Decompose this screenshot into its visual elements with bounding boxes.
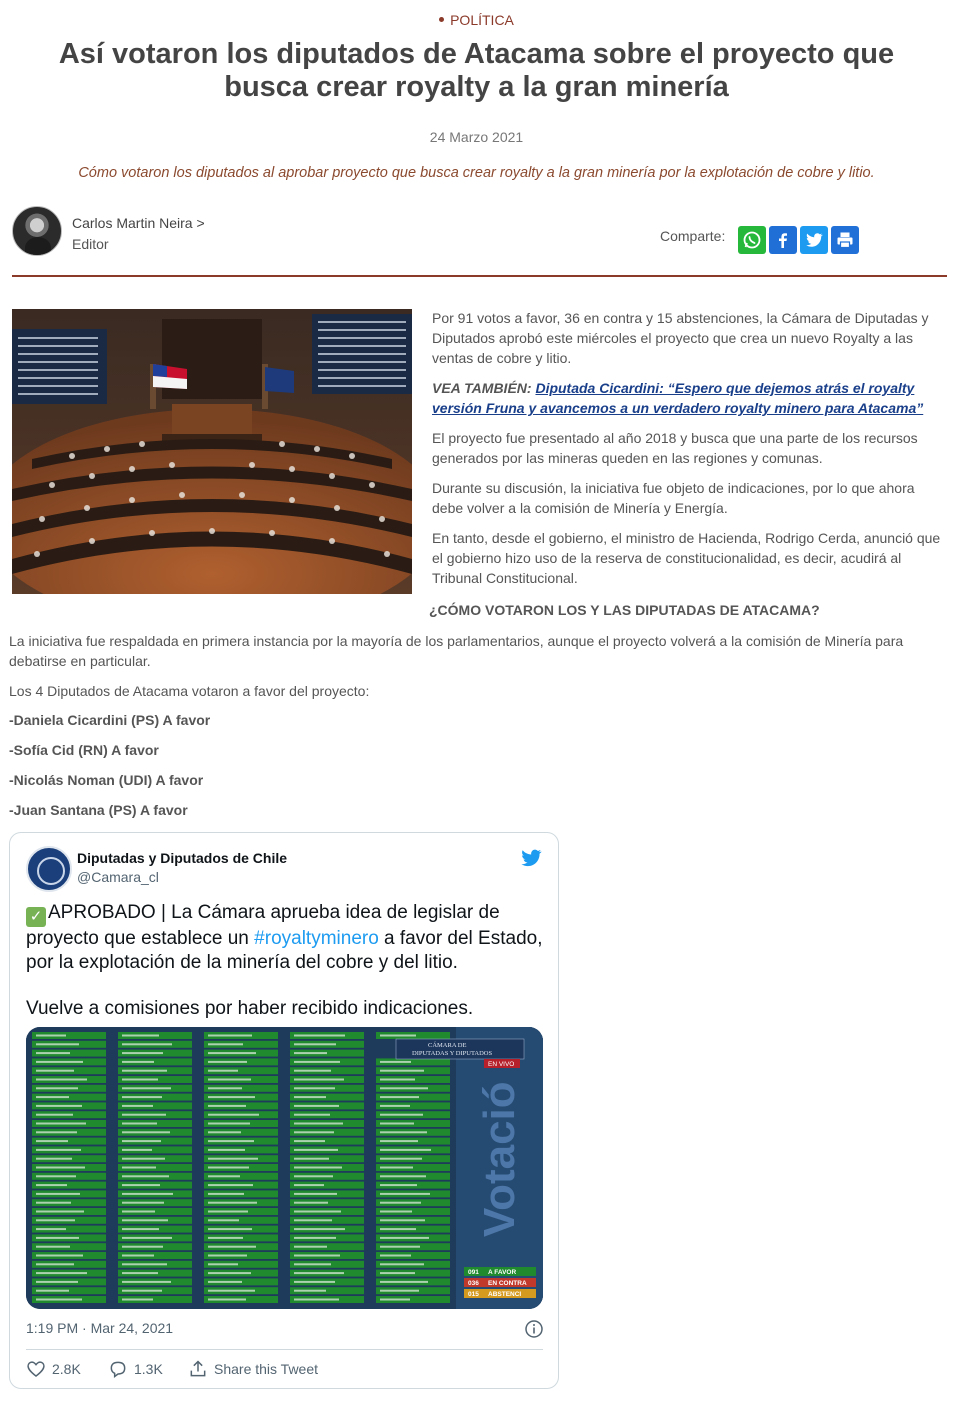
vote-board-row-text <box>208 1211 248 1213</box>
vote-board-row-text <box>36 1263 74 1265</box>
vote-board-row-text <box>122 1079 158 1081</box>
vote-board-row-text <box>380 1175 426 1177</box>
vote-board-row-text <box>294 1272 344 1274</box>
vote-board-row-text <box>36 1299 82 1301</box>
see-also-link[interactable]: Diputada Cicardini: “Espero que dejemos atrás el royalty versión Fruna y avancemos a un verdadero royalty minero para Atacama” <box>432 380 924 416</box>
vote-board-row-text <box>122 1052 163 1054</box>
vote-board-row-text <box>36 1079 87 1081</box>
see-also-block <box>432 378 948 418</box>
vote-board-row-text <box>294 1114 330 1116</box>
tweet-divider <box>26 1349 543 1350</box>
share-tweet-button[interactable] <box>188 1359 318 1379</box>
vote-board-row-text <box>208 1114 259 1116</box>
vote-board-row-text <box>122 1140 161 1142</box>
vote-board-row-text <box>122 1281 171 1283</box>
vote-board-row-text <box>380 1079 415 1081</box>
vote-board-row-text <box>208 1272 251 1274</box>
vote-board-graphic <box>26 1027 543 1309</box>
vote-board-row-text <box>122 1255 154 1257</box>
vote-board-row-text <box>294 1228 345 1230</box>
vote-board-row-text <box>380 1228 416 1230</box>
vote-board-row-text <box>122 1202 164 1204</box>
vote-board-row-text <box>36 1281 78 1283</box>
article-paragraph-1: Por 91 votos a favor, 36 en contra y 15 abstenciones, la Cámara de Diputadas y Diputados aprobó este miércoles el proyecto que crea un nuevo Royalty a las ventas de cobre y litio. <box>432 310 929 366</box>
vote-board-row-text <box>36 1087 78 1089</box>
article-paragraph-5: La iniciativa fue respaldada en primera instancia por la mayoría de los parlamentarios, aunque el proyecto volverá a la comisión de Minería para debatirse en particular. <box>9 633 904 669</box>
tally-label: A FAVOR <box>488 1269 517 1276</box>
reply-button[interactable] <box>108 1359 163 1379</box>
vote-board-row-text <box>36 1096 69 1098</box>
vote-board-row-text <box>380 1061 411 1063</box>
vote-board-row-text <box>380 1131 427 1133</box>
tally-count: 036 <box>468 1280 479 1287</box>
vote-board-row-text <box>122 1167 156 1169</box>
vote-board-row-text <box>294 1281 335 1283</box>
vote-board-row-text <box>294 1175 333 1177</box>
author-block <box>12 206 412 258</box>
author-avatar[interactable] <box>12 206 62 256</box>
share-label: Comparte: <box>660 228 726 244</box>
author-role: Editor <box>72 236 109 252</box>
vote-board-row-text <box>208 1149 245 1151</box>
tally-label: EN CONTRA <box>488 1280 527 1287</box>
vote-board-row-text <box>208 1167 249 1169</box>
vote-board-row-text <box>208 1184 253 1186</box>
vote-board-row-text <box>36 1158 72 1160</box>
vote-board-row-text <box>122 1114 166 1116</box>
vote-board-row-text <box>36 1237 79 1239</box>
board-logo-line2: DIPUTADAS Y DIPUTADOS <box>412 1050 493 1057</box>
twitter-bird-icon[interactable] <box>518 847 544 869</box>
author-name-link[interactable]: Carlos Martin Neira > <box>72 215 205 231</box>
vote-board-row-text <box>122 1228 159 1230</box>
vote-board-row-text <box>36 1052 70 1054</box>
reply-count: 1.3K <box>134 1361 163 1377</box>
article-paragraph-2: El proyecto fue presentado al año 2018 y busca que una parte de los recursos generados por las mineras queden en las regiones y comunas. <box>432 430 918 466</box>
twitter-share-button[interactable] <box>800 226 828 254</box>
vote-board-row-text <box>208 1123 250 1125</box>
vote-board-row-text <box>294 1202 328 1204</box>
vote-board-row-text <box>294 1184 324 1186</box>
vote-board-row-text <box>36 1123 86 1125</box>
vote-board-row-text <box>380 1158 422 1160</box>
vote-board-row-text <box>294 1070 331 1072</box>
twitter-icon <box>804 230 824 250</box>
vote-board-row-text <box>380 1237 429 1239</box>
vote-board-row-text <box>294 1193 337 1195</box>
vote-board-row-text <box>122 1035 159 1037</box>
tweet-actions <box>26 1359 543 1381</box>
share-upload-icon <box>188 1359 208 1379</box>
whatsapp-icon <box>742 230 762 250</box>
vote-board-row-text <box>122 1061 154 1063</box>
vote-board-row-text <box>380 1184 417 1186</box>
vote-board-row-text <box>380 1255 411 1257</box>
category-text[interactable]: POLÍTICA <box>450 12 514 28</box>
vote-board-row-text <box>36 1114 73 1116</box>
vote-board-row-text <box>36 1290 69 1292</box>
vote-board-row-text <box>122 1158 165 1160</box>
vote-board-row-text <box>380 1140 418 1142</box>
vote-board-row-text <box>208 1035 252 1037</box>
vote-board-row-text <box>380 1281 428 1283</box>
vote-board-row-text <box>36 1070 74 1072</box>
vote-board-row-text <box>122 1149 152 1151</box>
vote-board-row-text <box>36 1219 75 1221</box>
reply-bubble-icon <box>108 1359 128 1379</box>
vote-board-row-text <box>122 1299 153 1301</box>
vote-item: -Daniela Cicardini (PS) A favor <box>9 712 211 728</box>
vote-board-row-text <box>208 1105 246 1107</box>
like-button[interactable] <box>26 1359 81 1379</box>
vote-board-row-text <box>122 1290 162 1292</box>
article-subtitle: Cómo votaron los diputados al aprobar proyecto que busca crear royalty a la gran minería por la explotación de cobre y litio. <box>78 165 875 181</box>
vote-board-row-text <box>294 1035 345 1037</box>
vote-board-row-text <box>122 1175 169 1177</box>
tally-count: 091 <box>468 1269 479 1276</box>
vote-board-row-text <box>208 1052 256 1054</box>
vote-board-row-text <box>208 1281 242 1283</box>
vote-board-row-text <box>380 1211 412 1213</box>
vote-board-row-text <box>36 1131 77 1133</box>
vote-board-row-text <box>380 1167 413 1169</box>
tweet-text-part: a favor del Estado, por la explotación de la minería del cobre y del litio. <box>26 928 543 973</box>
like-count: 2.8K <box>52 1361 81 1377</box>
vote-board-row-text <box>294 1237 336 1239</box>
vote-board-row-text <box>208 1061 247 1063</box>
vote-board-row-text <box>380 1096 419 1098</box>
vote-board-row-text <box>208 1290 255 1292</box>
vote-board-row-text <box>380 1105 410 1107</box>
vote-board-row-text <box>294 1131 334 1133</box>
vote-board-row-text <box>122 1263 167 1265</box>
share-bar <box>660 225 880 255</box>
print-icon <box>835 230 855 250</box>
vote-board-row-text <box>380 1246 420 1248</box>
vote-board-row-text <box>208 1246 256 1248</box>
vote-board-row-text <box>380 1149 431 1151</box>
vote-board-row-text <box>122 1043 172 1045</box>
vote-board-row-text <box>294 1140 325 1142</box>
vote-board-row-text <box>294 1123 343 1125</box>
vote-board-row-text <box>122 1184 160 1186</box>
vote-board-row-text <box>294 1263 331 1265</box>
vote-board-row-text <box>208 1087 242 1089</box>
vote-board-row-text <box>208 1079 251 1081</box>
tally-count: 015 <box>468 1291 479 1298</box>
vote-board-row-text <box>36 1211 84 1213</box>
section-heading: ¿CÓMO VOTARON LOS Y LAS DIPUTADAS DE ATACAMA? <box>429 602 820 618</box>
chamber-photo <box>12 309 412 594</box>
vote-board-row-text <box>122 1246 163 1248</box>
vote-board-row-text <box>36 1255 83 1257</box>
vote-board-row-text <box>208 1193 244 1195</box>
facebook-icon <box>773 230 793 250</box>
vote-board-row-text <box>294 1299 339 1301</box>
board-side-title: Votació <box>475 1081 524 1237</box>
vote-board-row-text <box>294 1219 332 1221</box>
vote-board-row-text <box>208 1237 243 1239</box>
vote-board-row-text <box>380 1070 424 1072</box>
vote-board-row-text <box>208 1131 241 1133</box>
vote-board-row-text <box>36 1193 80 1195</box>
vote-board-row-text <box>294 1158 329 1160</box>
vote-board-row-text <box>294 1149 338 1151</box>
embedded-tweet[interactable] <box>9 832 559 1389</box>
board-live-label: EN VIVO <box>488 1061 515 1068</box>
article-paragraph-4: En tanto, desde el gobierno, el ministro de Hacienda, Rodrigo Cerda, anunció que el gobierno hizo uso de la reserva de constitucionalidad, es decir, acudirá al Tribunal Constitucional. <box>432 530 941 586</box>
vote-board-row-text <box>122 1211 155 1213</box>
vote-board-row-text <box>208 1202 257 1204</box>
vote-board-row-text <box>36 1043 79 1045</box>
vote-board-row-text <box>380 1087 428 1089</box>
vote-board-row-text <box>294 1290 326 1292</box>
vote-board-row-text <box>122 1219 168 1221</box>
vote-board-row-text <box>36 1140 68 1142</box>
vote-board-row-text <box>208 1175 240 1177</box>
vote-board-row-text <box>122 1070 167 1072</box>
vote-board-row-text <box>380 1123 414 1125</box>
vote-board-row-text <box>36 1246 70 1248</box>
vote-board-row-text <box>294 1246 327 1248</box>
vote-board-row-text <box>122 1105 153 1107</box>
vote-board-row-text <box>294 1096 326 1098</box>
article-paragraph-6: Los 4 Diputados de Atacama votaron a favor del proyecto: <box>9 683 370 699</box>
vote-board-row-text <box>208 1228 252 1230</box>
vote-board-row-text <box>208 1219 239 1221</box>
vote-board-row-text <box>36 1061 83 1063</box>
vote-board-row-text <box>380 1290 419 1292</box>
vote-board-row-text <box>36 1202 71 1204</box>
category-label[interactable] <box>0 12 953 28</box>
tweet-text-part: APROBADO | La Cámara aprueba idea de legislar de proyecto que establece un <box>26 902 500 949</box>
vote-board-row-text <box>294 1087 335 1089</box>
vote-board-row-text <box>380 1219 425 1221</box>
vote-board-row-text <box>36 1149 81 1151</box>
tweet-media-vote-board[interactable] <box>26 1027 543 1309</box>
vote-board-row-text <box>208 1043 243 1045</box>
info-icon[interactable] <box>524 1319 544 1339</box>
vote-board-row-text <box>36 1175 76 1177</box>
tweet-author-name[interactable]: Diputadas y Diputados de Chile <box>77 850 288 866</box>
article-title: Así votaron los diputados de Atacama sobre el proyecto que busca crear royalty a la gran minería <box>58 38 895 103</box>
vote-board-row-text <box>36 1105 82 1107</box>
vote-board-row-text <box>36 1167 85 1169</box>
vote-board-row-text <box>294 1167 342 1169</box>
tally-label: ABSTENCI <box>488 1291 522 1298</box>
vote-board-row-text <box>122 1237 172 1239</box>
vote-board-row-text <box>208 1158 258 1160</box>
vote-board-row-text <box>294 1061 340 1063</box>
vote-board-row-text <box>380 1202 421 1204</box>
vote-board-row-text <box>208 1255 247 1257</box>
vote-board-row-text <box>294 1079 344 1081</box>
vote-board-row-text <box>208 1140 254 1142</box>
tweet-text-second: Vuelve a comisiones por haber recibido indicaciones. <box>26 998 474 1019</box>
vote-board-row-text <box>380 1193 430 1195</box>
heart-icon <box>26 1359 46 1379</box>
vote-board-row-text <box>380 1272 415 1274</box>
check-mark-icon: ✓ <box>26 907 46 927</box>
tweet-hashtag-link[interactable]: #royaltyminero <box>254 928 379 949</box>
tweet-author-handle[interactable]: @Camara_cl <box>77 869 159 885</box>
vote-board-row-text <box>122 1131 170 1133</box>
vote-board-row-text <box>122 1193 173 1195</box>
vote-board-row-text <box>36 1228 66 1230</box>
category-dot <box>439 17 444 22</box>
tweet-text <box>26 901 546 1021</box>
facebook-share-button[interactable] <box>769 226 797 254</box>
print-button[interactable] <box>831 226 859 254</box>
see-also-label: VEA TAMBIÉN: <box>432 380 532 396</box>
vote-board-row-text <box>208 1263 238 1265</box>
vote-board-row-text <box>36 1272 87 1274</box>
vote-board-row-text <box>294 1052 327 1054</box>
tweet-author-avatar[interactable] <box>26 846 72 892</box>
vote-board-row-text <box>122 1087 171 1089</box>
header-divider <box>12 275 947 277</box>
vote-board-row-text <box>36 1184 67 1186</box>
vote-item: -Nicolás Noman (UDI) A favor <box>9 772 204 788</box>
board-logo-line1: CÁMARA DE <box>428 1042 467 1049</box>
vote-board-row-text <box>380 1263 424 1265</box>
vote-board-row-text <box>208 1299 246 1301</box>
vote-board-row-text <box>294 1211 341 1213</box>
vote-board-row-text <box>380 1035 416 1037</box>
vote-board-row-text <box>122 1123 157 1125</box>
vote-board-row-text <box>294 1255 340 1257</box>
vote-board-row-text <box>122 1272 158 1274</box>
article-date: 24 Marzo 2021 <box>429 129 524 145</box>
vote-item: -Juan Santana (PS) A favor <box>9 802 188 818</box>
share-tweet-label: Share this Tweet <box>214 1361 319 1377</box>
tweet-timestamp[interactable]: 1:19 PM · Mar 24, 2021 <box>26 1320 174 1336</box>
vote-board-row-text <box>294 1105 339 1107</box>
vote-board-row-text <box>36 1035 66 1037</box>
vote-board-row-text <box>294 1043 336 1045</box>
vote-board-row-text <box>122 1096 162 1098</box>
vote-board-row-text <box>208 1096 255 1098</box>
article-paragraph-3: Durante su discusión, la iniciativa fue objeto de indicaciones, por lo que ahora debe volver a la comisión de Minería y Energía. <box>432 480 915 516</box>
vote-board-row-text <box>380 1114 423 1116</box>
vote-board-row-text <box>208 1070 238 1072</box>
whatsapp-share-button[interactable] <box>738 226 766 254</box>
vote-item: -Sofía Cid (RN) A favor <box>9 742 159 758</box>
vote-board-row-text <box>380 1299 410 1301</box>
